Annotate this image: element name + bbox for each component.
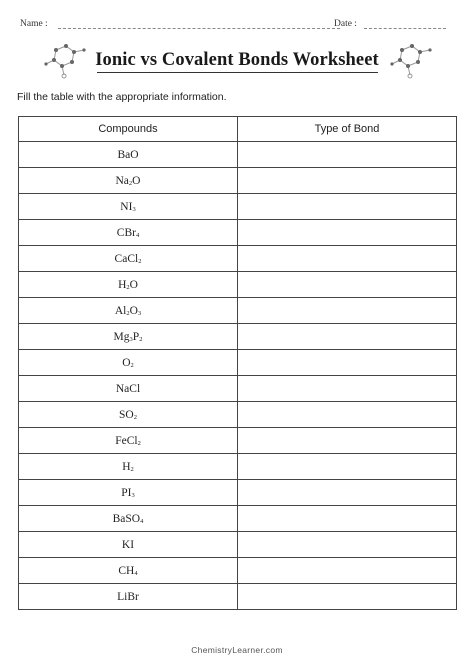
compound-cell (19, 376, 238, 402)
worksheet-title: Ionic vs Covalent Bonds Worksheet (95, 50, 379, 70)
compound-cell (19, 584, 238, 610)
formula-text: KI (121, 538, 135, 551)
table-row (19, 142, 457, 168)
formula-text: NI (120, 200, 133, 213)
instruction-text: Fill the table with the appropriate information. (17, 91, 227, 103)
type-of-bond-answer-cell[interactable] (238, 168, 457, 194)
compound-cell (19, 558, 238, 584)
formula-text: BaO (117, 148, 139, 161)
column-header-type-of-bond: Type of Bond (238, 117, 457, 142)
formula-subscript: 4 (135, 231, 140, 239)
formula-subscript: 2 (138, 257, 142, 265)
formula-text: FeCl (115, 434, 138, 447)
name-label: Name : (20, 19, 48, 29)
formula-subscript: 2 (130, 361, 134, 369)
formula-text: Na (115, 174, 129, 187)
formula-text: SO (119, 408, 134, 421)
compound-cell (19, 246, 238, 272)
worksheet-table (18, 116, 457, 610)
formula-text: O (129, 278, 138, 291)
formula-subscript: 3 (131, 491, 135, 499)
type-of-bond-answer-cell[interactable] (238, 376, 457, 402)
formula-subscript: 2 (128, 179, 133, 187)
type-of-bond-answer-cell[interactable] (238, 532, 457, 558)
table-row (19, 480, 457, 506)
header-fields (14, 16, 460, 34)
type-of-bond-answer-cell[interactable] (238, 142, 457, 168)
footer-site-credit: ChemistryLearner.com (191, 645, 283, 655)
formula-text: O (122, 356, 131, 369)
date-field-line[interactable] (364, 28, 446, 29)
type-of-bond-answer-cell[interactable] (238, 584, 457, 610)
formula-subscript: 4 (140, 517, 144, 525)
formula-subscript: 3 (129, 335, 133, 343)
compound-cell (19, 402, 238, 428)
type-of-bond-answer-cell[interactable] (238, 428, 457, 454)
column-header-compounds: Compounds (19, 117, 238, 142)
formula-text: Al (114, 304, 127, 317)
table-row (19, 168, 457, 194)
table-row (19, 298, 457, 324)
title-underline (97, 72, 378, 73)
type-of-bond-answer-cell[interactable] (238, 298, 457, 324)
formula-text: CaCl (114, 252, 139, 265)
formula-text: O (132, 174, 141, 187)
compound-cell (19, 194, 238, 220)
table-row (19, 272, 457, 298)
type-of-bond-answer-cell[interactable] (238, 454, 457, 480)
table-row (19, 220, 457, 246)
formula-text: O (129, 304, 138, 317)
table-row (19, 246, 457, 272)
formula-subscript: 3 (132, 205, 136, 213)
table-row (19, 506, 457, 532)
formula-subscript: 2 (126, 309, 130, 317)
type-of-bond-answer-cell[interactable] (238, 324, 457, 350)
compound-cell (19, 506, 238, 532)
formula-subscript: 2 (137, 439, 141, 447)
type-of-bond-answer-cell[interactable] (238, 272, 457, 298)
type-of-bond-answer-cell[interactable] (238, 194, 457, 220)
compound-cell (19, 350, 238, 376)
formula-text: H (122, 460, 131, 473)
date-label: Date : (334, 19, 357, 29)
type-of-bond-answer-cell[interactable] (238, 246, 457, 272)
table-row (19, 376, 457, 402)
table-row (19, 324, 457, 350)
type-of-bond-answer-cell[interactable] (238, 480, 457, 506)
formula-text: P (132, 330, 140, 343)
formula-text: NaCl (115, 382, 141, 395)
compound-cell (19, 324, 238, 350)
formula-subscript: 2 (133, 413, 137, 421)
formula-text: Mg (113, 330, 130, 343)
compound-cell (19, 142, 238, 168)
formula-text: H (118, 278, 127, 291)
formula-subscript: 2 (126, 283, 130, 291)
compound-cell (19, 532, 238, 558)
formula-subscript: 2 (130, 465, 134, 473)
table-row (19, 194, 457, 220)
type-of-bond-answer-cell[interactable] (238, 558, 457, 584)
formula-subscript: 2 (139, 335, 143, 343)
formula-subscript: 3 (137, 309, 142, 317)
type-of-bond-answer-cell[interactable] (238, 350, 457, 376)
table-row (19, 350, 457, 376)
table-row (19, 428, 457, 454)
formula-text: CH (118, 564, 135, 577)
formula-text: BaSO (112, 512, 141, 525)
name-field-line[interactable] (58, 28, 340, 29)
compound-cell (19, 168, 238, 194)
type-of-bond-answer-cell[interactable] (238, 402, 457, 428)
table-row (19, 402, 457, 428)
type-of-bond-answer-cell[interactable] (238, 506, 457, 532)
compound-cell (19, 220, 238, 246)
table-row (19, 454, 457, 480)
formula-text: CBr (116, 226, 136, 239)
table-header-row (19, 117, 457, 142)
compound-cell (19, 480, 238, 506)
formula-text: LiBr (117, 590, 139, 603)
table-row (19, 532, 457, 558)
type-of-bond-answer-cell[interactable] (238, 220, 457, 246)
formula-text: PI (121, 486, 132, 499)
compound-cell (19, 272, 238, 298)
formula-subscript: 4 (134, 569, 138, 577)
compound-cell (19, 298, 238, 324)
compound-cell (19, 454, 238, 480)
table-row (19, 558, 457, 584)
compound-cell (19, 428, 238, 454)
table-row (19, 584, 457, 610)
